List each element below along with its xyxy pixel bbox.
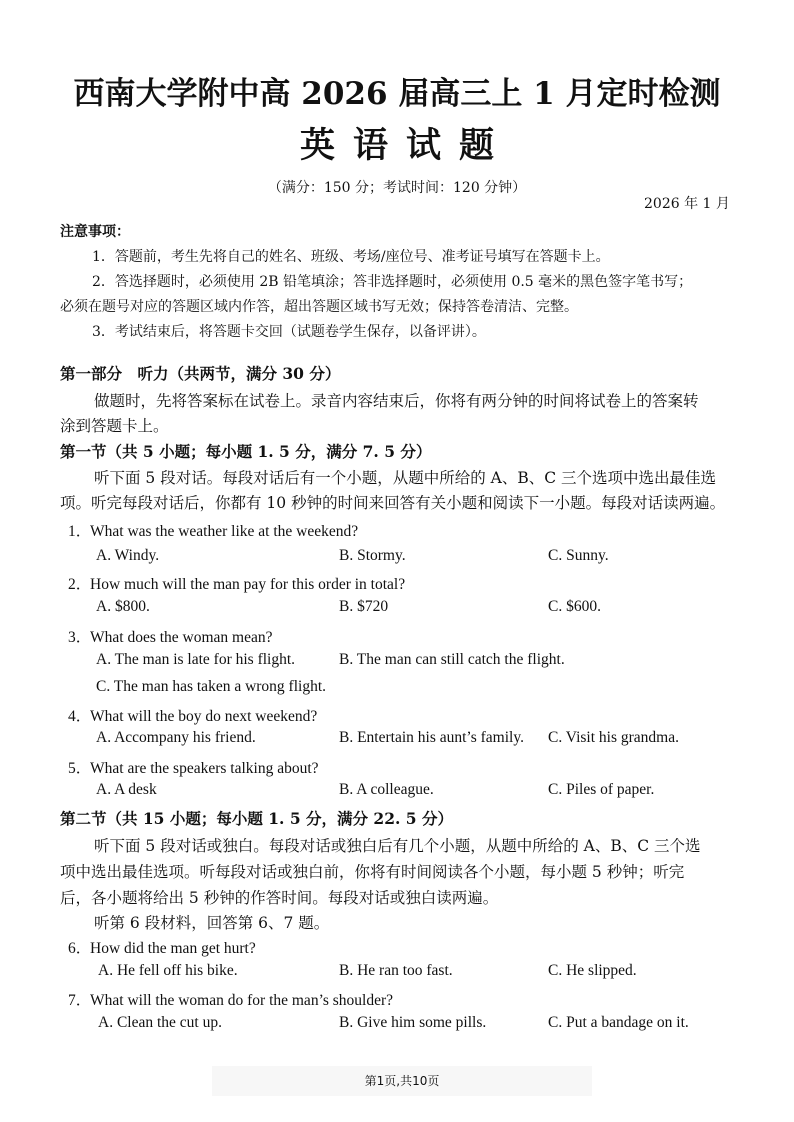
question-7 <box>68 988 393 1010</box>
notice-item-2-line-2: 必须在题号对应的答题区域内作答，超出答题区域书写无效；保持答卷清洁、完整。 <box>60 299 578 315</box>
question-text: How did the man get hurt? <box>90 940 256 957</box>
q3-option-b: B. The man can still catch the flight. <box>339 651 565 668</box>
question-number: 4． <box>68 708 92 725</box>
page-footer: 第1页,共10页 <box>212 1066 592 1096</box>
q1-option-b: B. Stormy. <box>339 547 406 564</box>
question-number: 5． <box>68 760 92 777</box>
q3-option-c: C. The man has taken a wrong flight. <box>96 678 327 695</box>
q4-option-c: C. Visit his grandma. <box>548 729 679 746</box>
question-text: What will the woman do for the man’s shoulder? <box>90 992 394 1009</box>
question-6 <box>68 936 256 958</box>
q2-option-a: A. $800. <box>96 598 150 615</box>
q2-option-c: C. $600. <box>548 598 601 615</box>
question-1 <box>68 519 358 541</box>
question-number: 3． <box>68 629 92 646</box>
question-text: What was the weather like at the weekend? <box>90 523 359 540</box>
part1-intro-line-1: 做题时，先将答案标在试卷上。录音内容结束后，你将有两分钟的时间将试卷上的答案转 <box>94 392 699 410</box>
question-text: What does the woman mean? <box>90 629 273 646</box>
part1-intro-line-2: 涂到答题卡上。 <box>60 417 169 435</box>
q4-option-b: B. Entertain his aunt’s family. <box>339 729 524 746</box>
question-text: What will the boy do next weekend? <box>90 708 318 725</box>
exam-date: 2026 年 1 月 <box>644 196 730 212</box>
q2-option-b: B. $720 <box>339 598 389 615</box>
q5-option-a: A. A desk <box>96 781 157 798</box>
question-4 <box>68 704 317 726</box>
section1-heading: 第一节（共 5 小题；每小题 1. 5 分，满分 7. 5 分） <box>60 442 432 461</box>
section2-intro-line-3: 后，各小题将给出 5 秒钟的作答时间。每段对话或独白读两遍。 <box>60 889 499 907</box>
q1-option-a: A. Windy. <box>96 547 160 564</box>
notice-heading: 注意事项： <box>60 224 130 240</box>
notice-item-2-line-1: 2．答选择题时，必须使用 2B 铅笔填涂；答非选择题时，必须使用 0.5 毫米的黑色签字笔书写； <box>92 274 693 290</box>
score-info: （满分：150 分；考试时间：120 分钟） <box>267 180 527 196</box>
section2-intro-line-1: 听下面 5 段对话或独白。每段对话或独白后有几个小题，从题中所给的 A、B、C 三个选 <box>94 837 701 855</box>
q5-option-c: C. Piles of paper. <box>548 781 655 798</box>
q5-option-b: B. A colleague. <box>339 781 434 798</box>
question-text: What are the speakers talking about? <box>90 760 319 777</box>
q3-option-a: A. The man is late for his flight. <box>96 651 296 668</box>
q6-option-a: A. He fell off his bike. <box>98 962 238 979</box>
q1-option-c: C. Sunny. <box>548 547 609 564</box>
question-number: 1． <box>68 523 92 540</box>
question-2 <box>68 572 405 594</box>
section2-heading: 第二节（共 15 小题；每小题 1. 5 分，满分 22. 5 分） <box>60 809 453 828</box>
section2-material-note: 听第 6 段材料，回答第 6、7 题。 <box>94 914 330 932</box>
section1-intro-line-1: 听下面 5 段对话。每段对话后有一个小题，从题中所给的 A、B、C 三个选项中选出最佳选 <box>94 469 717 487</box>
notice-item-3: 3．考试结束后，将答题卡交回（试题卷学生保存，以备评讲）。 <box>92 324 486 340</box>
section1-intro-line-2: 项。听完每段对话后，你都有 10 秒钟的时间来回答有关小题和阅读下一小题。每段对话读两遍。 <box>60 494 726 512</box>
question-3 <box>68 625 273 647</box>
question-text: How much will the man pay for this order in total? <box>90 576 406 593</box>
q6-option-b: B. He ran too fast. <box>339 962 453 979</box>
q7-option-c: C. Put a bandage on it. <box>548 1014 689 1031</box>
section2-intro-line-2: 项中选出最佳选项。听每段对话或独白前，你将有时间阅读各个小题，每小题 5 秒钟；听完 <box>60 863 685 881</box>
q4-option-a: A. Accompany his friend. <box>96 729 256 746</box>
question-5 <box>68 756 319 778</box>
question-number: 7． <box>68 992 92 1009</box>
exam-title: 西南大学附中高 2026 届高三上 1 月定时检测 <box>73 76 721 112</box>
subject-title: 英语试题 <box>299 125 512 166</box>
q7-option-a: A. Clean the cut up. <box>98 1014 222 1031</box>
notice-item-1: 1．答题前，考生先将自己的姓名、班级、考场/座位号、准考证号填写在答题卡上。 <box>92 249 610 265</box>
q7-option-b: B. Give him some pills. <box>339 1014 487 1031</box>
part1-heading: 第一部分 听力（共两节，满分 30 分） <box>60 364 341 383</box>
question-number: 2． <box>68 576 92 593</box>
question-number: 6． <box>68 940 92 957</box>
q6-option-c: C. He slipped. <box>548 962 637 979</box>
